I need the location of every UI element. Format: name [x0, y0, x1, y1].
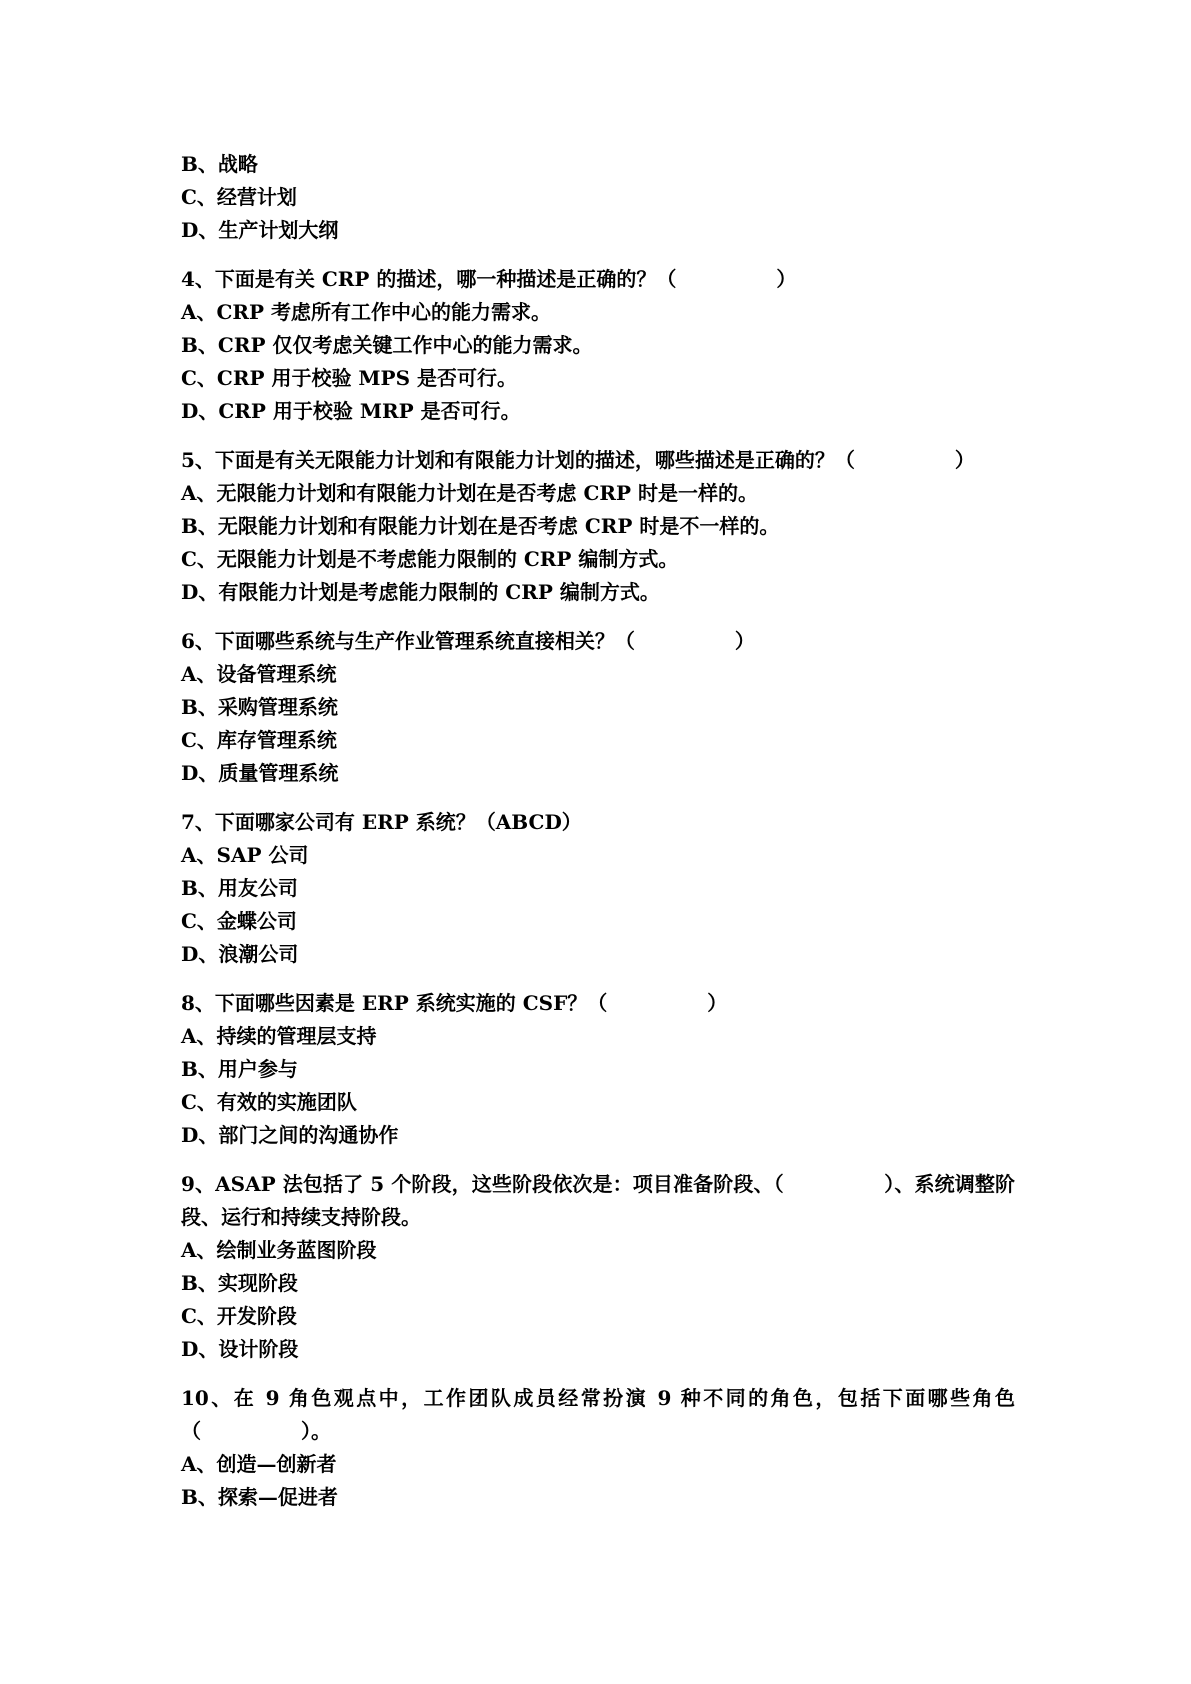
question-8	[181, 987, 1015, 1152]
spacer	[181, 1152, 1015, 1168]
spacer	[181, 428, 1015, 444]
option-line: D、生产计划大纲	[181, 218, 339, 242]
option-line: C、经营计划	[181, 185, 297, 209]
spacer	[181, 609, 1015, 625]
question-stem: 7、下面哪家公司有 ERP 系统？（ABCD）	[181, 810, 582, 834]
option-line: D、CRP 用于校验 MRP 是否可行。	[181, 399, 521, 423]
option-line: A、无限能力计划和有限能力计划在是否考虑 CRP 时是一样的。	[181, 481, 759, 505]
option-line: A、绘制业务蓝图阶段	[181, 1238, 377, 1262]
option-line: D、有限能力计划是考虑能力限制的 CRP 编制方式。	[181, 580, 660, 604]
option-line: D、浪潮公司	[181, 942, 299, 966]
question-list	[181, 148, 1015, 1514]
question-stem: 9、ASAP 法包括了 5 个阶段，这些阶段依次是：项目准备阶段、（ ）、系统调整阶段、运行和持续支持阶段。	[181, 1172, 1015, 1229]
option-line: C、金蝶公司	[181, 909, 297, 933]
option-line: A、SAP 公司	[181, 843, 309, 867]
option-line: C、开发阶段	[181, 1304, 297, 1328]
option-line: D、部门之间的沟通协作	[181, 1123, 399, 1147]
spacer	[181, 247, 1015, 263]
spacer	[181, 1366, 1015, 1382]
option-line: A、CRP 考虑所有工作中心的能力需求。	[181, 300, 552, 324]
question-6	[181, 625, 1015, 790]
option-line: A、持续的管理层支持	[181, 1024, 377, 1048]
spacer	[181, 971, 1015, 987]
question-5	[181, 444, 1015, 609]
question-10	[181, 1382, 1015, 1514]
question-stem: 6、下面哪些系统与生产作业管理系统直接相关？（ ）	[181, 629, 755, 653]
option-line: A、创造—创新者	[181, 1452, 337, 1476]
option-line: B、CRP 仅仅考虑关键工作中心的能力需求。	[181, 333, 593, 357]
option-line: B、战略	[181, 152, 258, 176]
option-line: B、用友公司	[181, 876, 298, 900]
question-stem: 10、在 9 角色观点中，工作团队成员经常扮演 9 种不同的角色，包括下面哪些角色（ ）。	[181, 1386, 1015, 1443]
option-line: B、实现阶段	[181, 1271, 298, 1295]
question-stem: 4、下面是有关 CRP 的描述，哪一种描述是正确的？（ ）	[181, 267, 797, 291]
option-line: B、采购管理系统	[181, 695, 338, 719]
option-line: A、设备管理系统	[181, 662, 337, 686]
carry-over-options	[181, 148, 1015, 247]
question-stem: 5、下面是有关无限能力计划和有限能力计划的描述，哪些描述是正确的？（ ）	[181, 448, 975, 472]
option-line: C、库存管理系统	[181, 728, 337, 752]
option-line: C、无限能力计划是不考虑能力限制的 CRP 编制方式。	[181, 547, 679, 571]
option-line: B、无限能力计划和有限能力计划在是否考虑 CRP 时是不一样的。	[181, 514, 780, 538]
option-line: C、有效的实施团队	[181, 1090, 357, 1114]
spacer	[181, 790, 1015, 806]
option-line: B、用户参与	[181, 1057, 298, 1081]
option-line: C、CRP 用于校验 MPS 是否可行。	[181, 366, 518, 390]
question-7	[181, 806, 1015, 971]
question-stem: 8、下面哪些因素是 ERP 系统实施的 CSF？（ ）	[181, 991, 728, 1015]
option-line: D、质量管理系统	[181, 761, 339, 785]
question-4	[181, 263, 1015, 428]
option-line: D、设计阶段	[181, 1337, 299, 1361]
option-line: B、探索—促进者	[181, 1485, 338, 1509]
question-9	[181, 1168, 1015, 1366]
